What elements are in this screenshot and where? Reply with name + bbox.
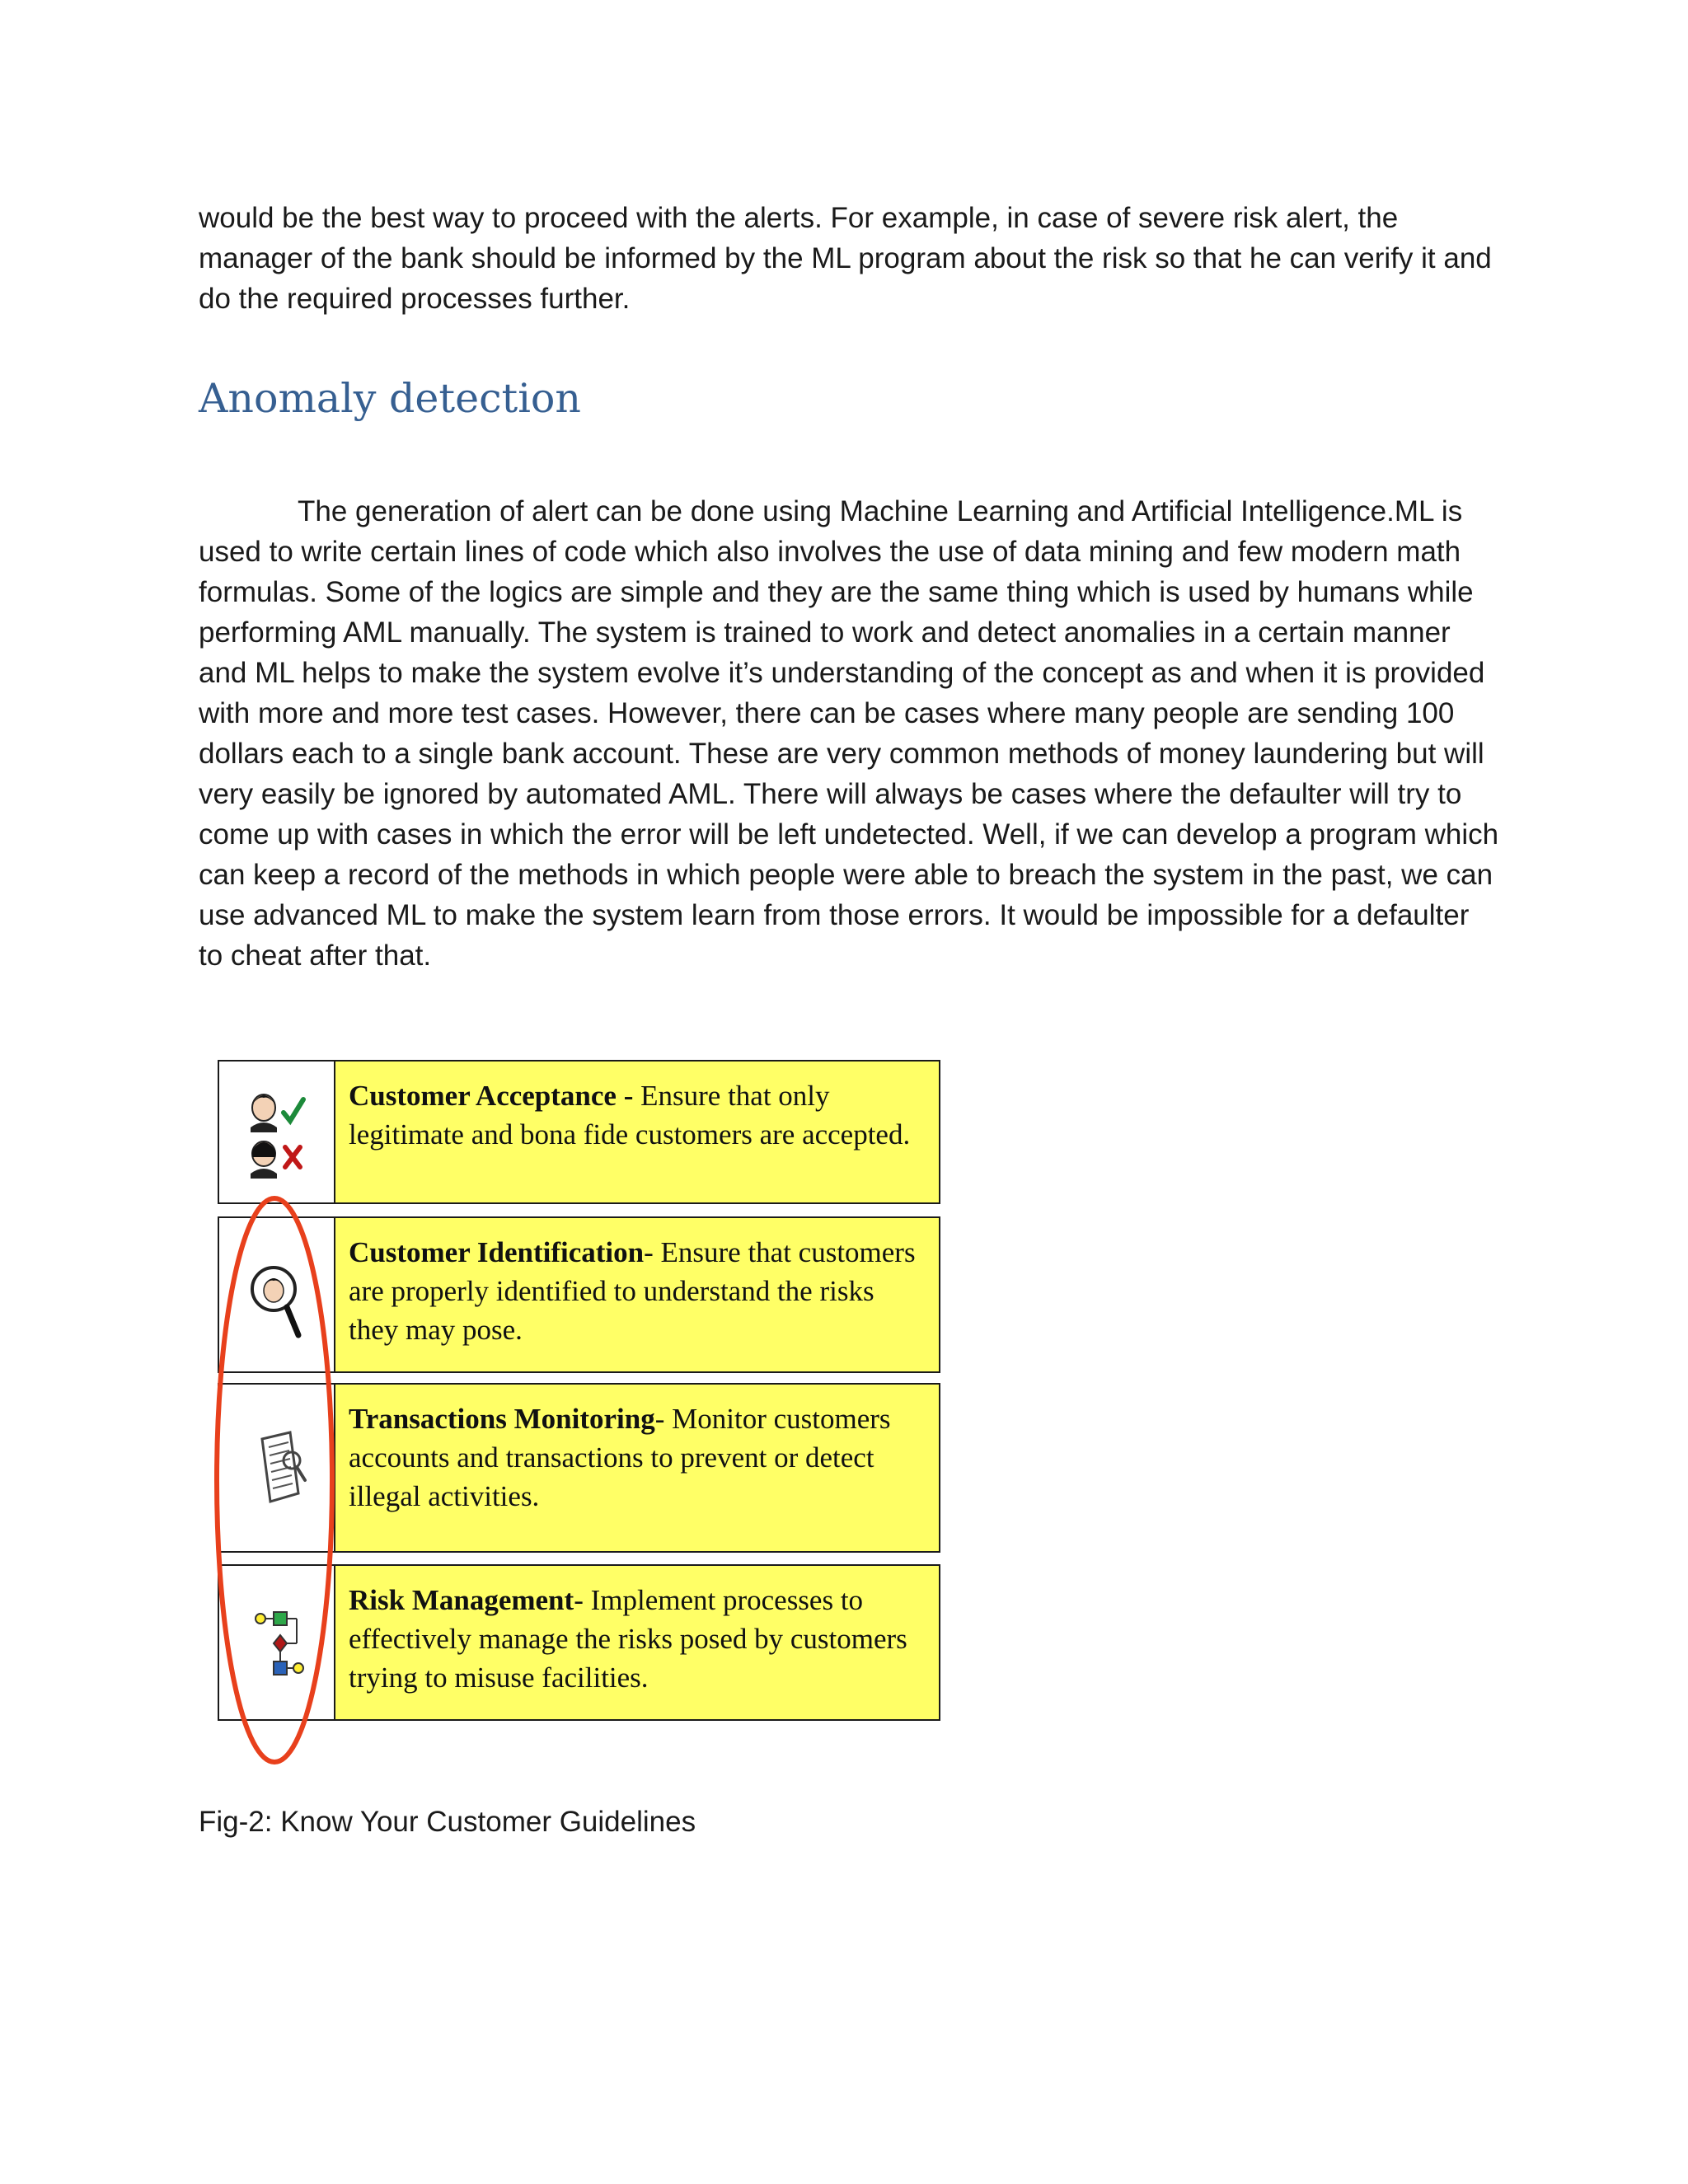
kyc-icon-cell bbox=[218, 1060, 335, 1204]
figure-caption: Fig-2: Know Your Customer Guidelines bbox=[199, 1806, 696, 1838]
kyc-figure bbox=[218, 1060, 940, 1727]
kyc-row-transactions-monitoring bbox=[218, 1383, 940, 1553]
kyc-row-desc: - Monitor customers accounts and transactions to prevent or detect illegal activities. bbox=[349, 1403, 891, 1512]
kyc-icon-cell bbox=[218, 1383, 335, 1553]
kyc-text-cell bbox=[335, 1216, 940, 1373]
intro-paragraph: would be the best way to proceed with the alerts. For example, in case of severe risk alert, the manager of the bank should be informed by the ML program about the risk so that he can verify it and do the required processes further. bbox=[199, 202, 1492, 315]
section-heading: Anomaly detection bbox=[199, 375, 581, 422]
body-paragraph: The generation of alert can be done using Machine Learning and Artificial Intelligence.ML is used to write certain lines of code which also involves the use of data mining and few modern math formulas. Some of the logics are simple and they are the same thing which is used by humans while performing AML manually. The system is trained to work and detect anomalies in a certain manner and ML helps to make the system evolve it’s understanding of the concept as and when it is provided with more and more test cases. However, there can be cases where many people are sending 100 dollars each to a single bank account. These are very common methods of money laundering but will very easily be ignored by automated AML. There will always be cases where the defaulter will try to come up with cases in which the error will be left undetected. Well, if we can develop a program which can keep a record of the methods in which people were able to breach the system in the past, we can use advanced ML to make the system learn from those errors. It would be impossible for a defaulter to cheat after that. bbox=[199, 495, 1499, 972]
kyc-row-desc: - Ensure that customers are properly identified to understand the risks they may pose. bbox=[349, 1236, 916, 1346]
kyc-text-cell bbox=[335, 1564, 940, 1721]
kyc-row-title: Customer Identification bbox=[349, 1236, 645, 1268]
kyc-icon-cell bbox=[218, 1564, 335, 1721]
magnifier-person-icon bbox=[246, 1259, 312, 1342]
kyc-row-title: Risk Management bbox=[349, 1584, 574, 1616]
customer-accept-reject-icon bbox=[244, 1085, 318, 1183]
kyc-row-desc: - Implement processes to effectively manage the risks posed by customers trying to misuse facilities. bbox=[349, 1584, 907, 1694]
kyc-icon-cell bbox=[218, 1216, 335, 1373]
kyc-text-cell bbox=[335, 1060, 940, 1204]
document-magnifier-icon bbox=[259, 1427, 308, 1510]
kyc-text-cell bbox=[335, 1383, 940, 1553]
kyc-row-customer-acceptance bbox=[218, 1060, 940, 1204]
kyc-row-title: Customer Acceptance - bbox=[349, 1080, 634, 1112]
kyc-row-risk-management bbox=[218, 1564, 940, 1721]
kyc-row-customer-identification bbox=[218, 1216, 940, 1373]
kyc-row-desc: Ensure that only legitimate and bona fide customers are accepted. bbox=[349, 1080, 911, 1151]
kyc-row-title: Transactions Monitoring bbox=[349, 1403, 655, 1435]
process-flow-icon bbox=[254, 1609, 307, 1683]
